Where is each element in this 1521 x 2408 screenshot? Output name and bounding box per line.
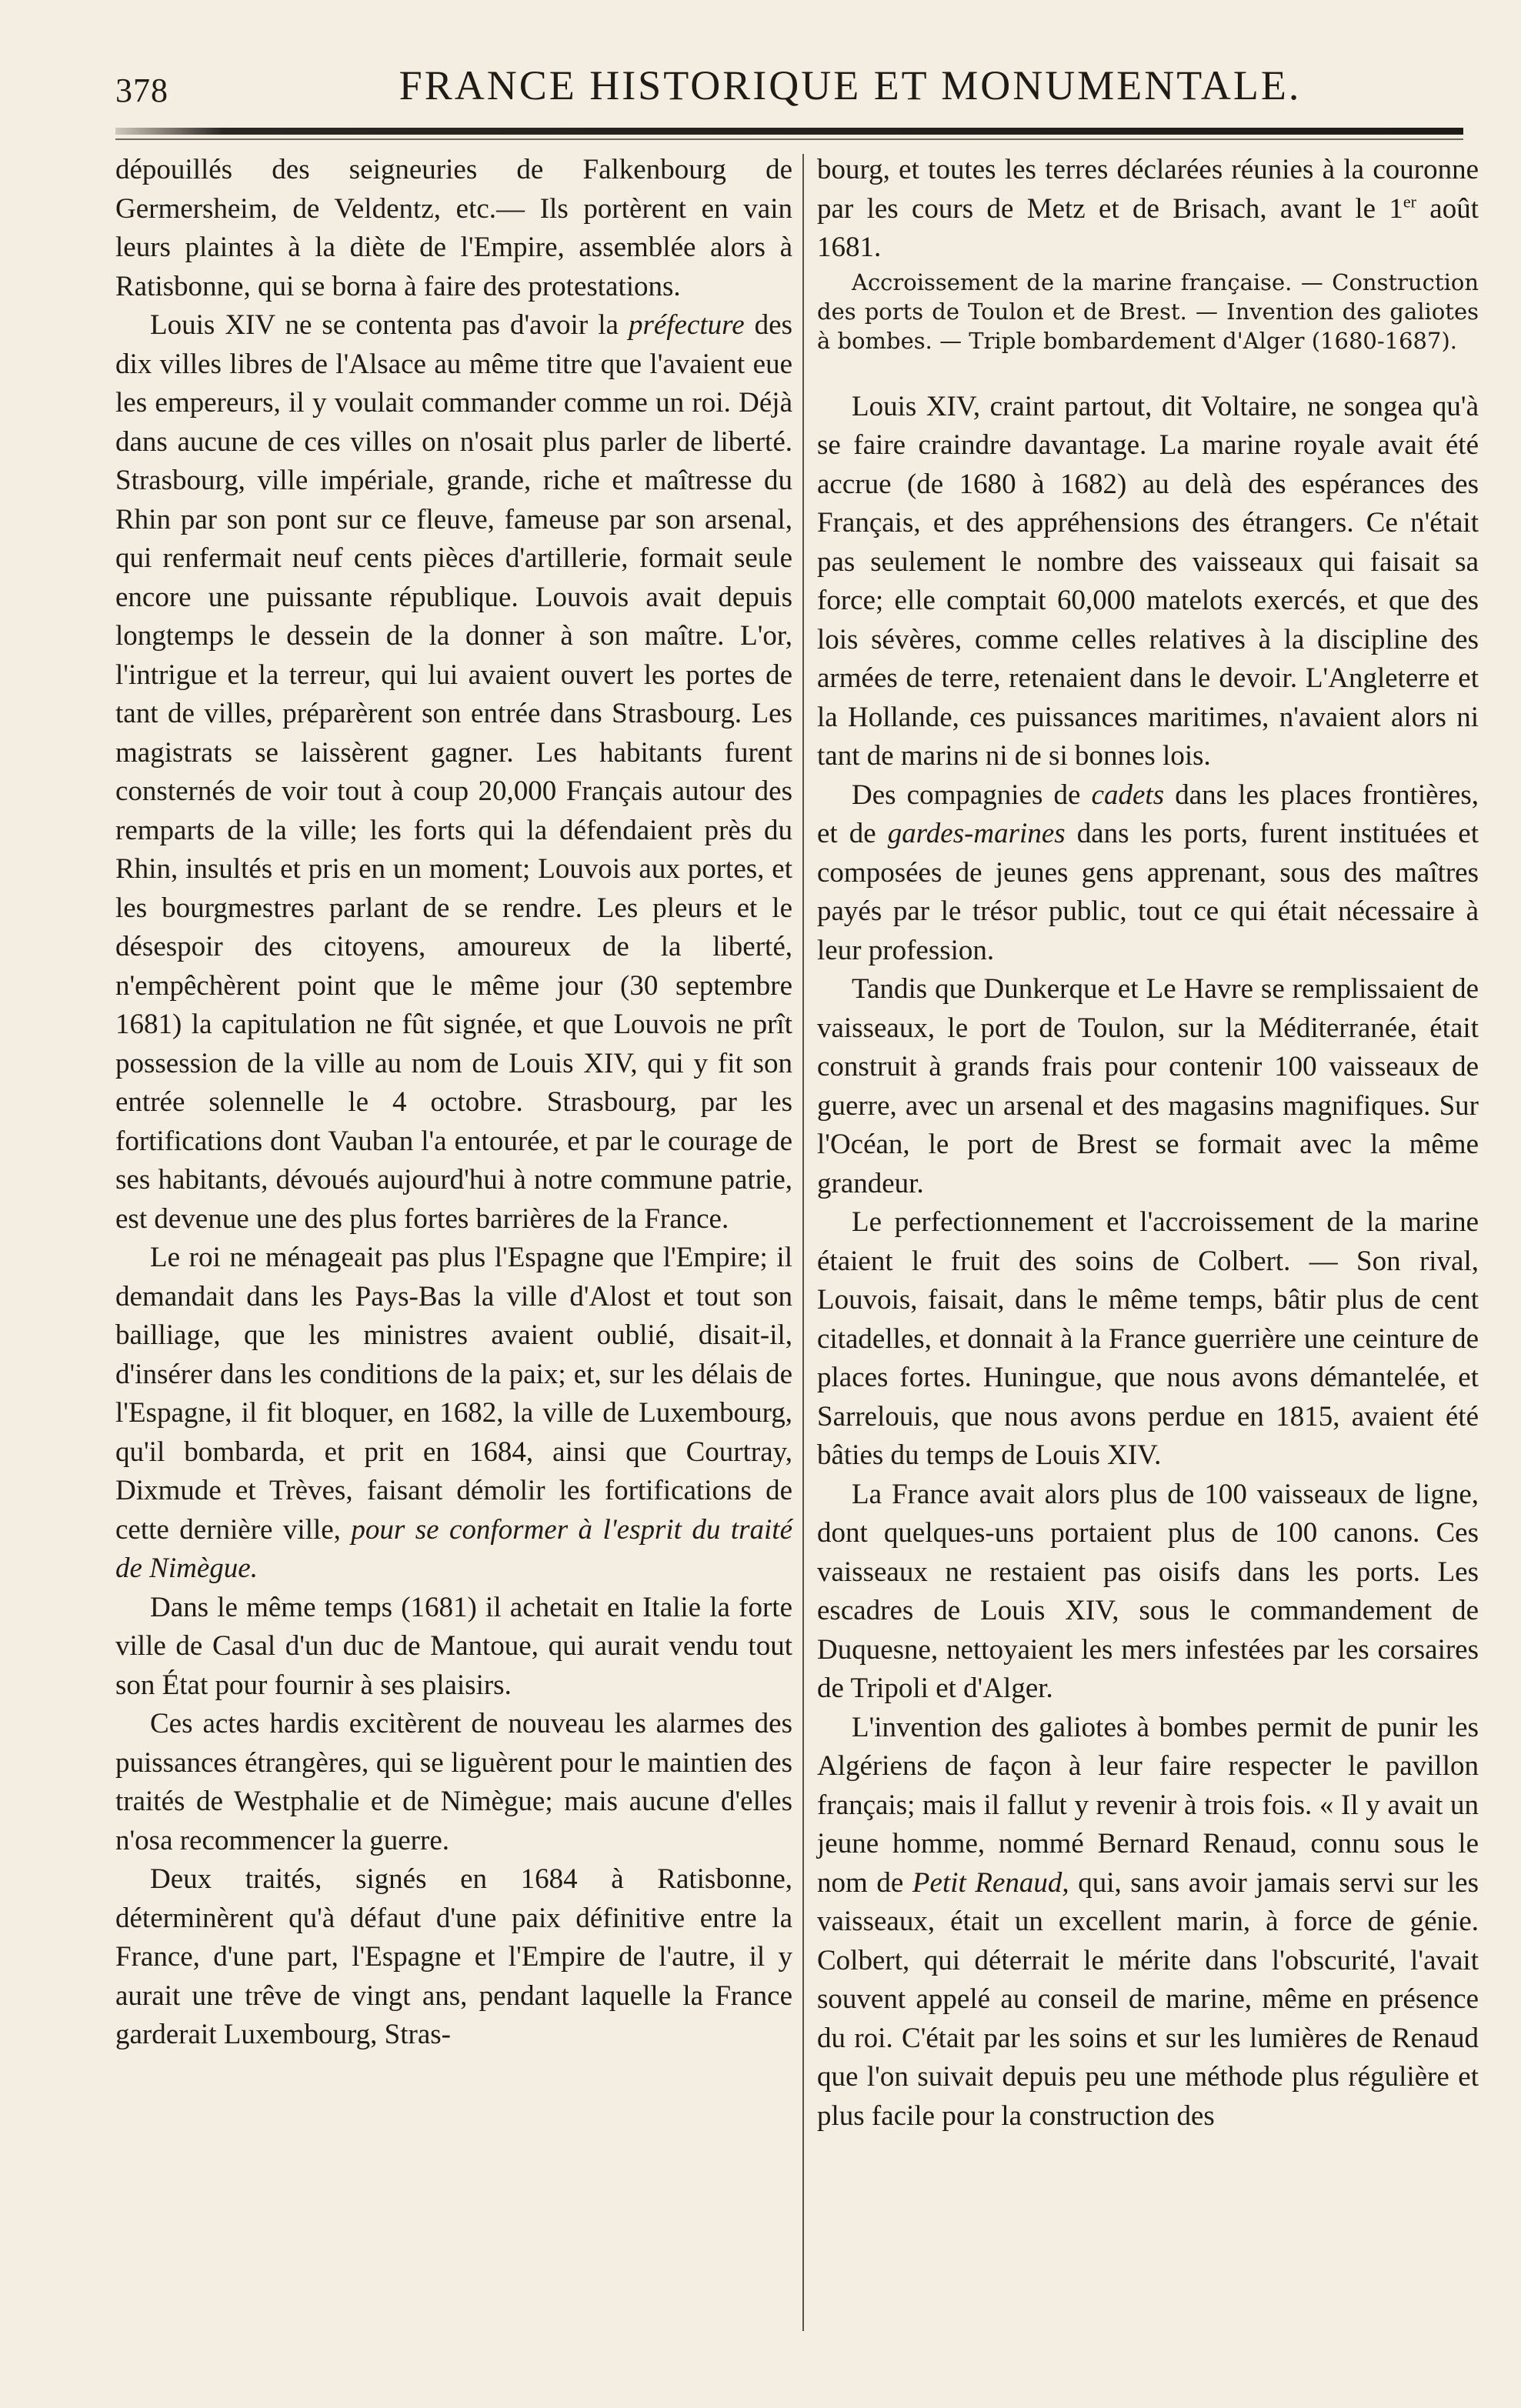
paragraph <box>817 151 1479 268</box>
text-run: Louis XIV ne se contenta pas d'avoir la <box>150 309 629 341</box>
italic-text: gardes-marines <box>887 818 1066 849</box>
text-run: Le roi ne ménageait pas plus l'Espagne que l'Empire; il demandait dans les Pays-Bas la ville d'Alost et tout son bailliage, que les ministres avaient oublié, disait-il, d'insérer dans les conditions de la paix; et, sur les délais de l'Espagne, il fit bloquer, en 1682, la ville de Luxembourg, qu'il bombarda, et prit en 1684, ainsi que Courtray, Dixmude et Trèves, faisant démolir les fortifications de cette dernière ville, <box>115 1242 792 1546</box>
paragraph <box>817 1709 1479 2136</box>
text-run: bourg, et toutes les terres déclarées réunies à la couronne par les cours de Metz et de Brisach, avant le 1 <box>817 154 1479 225</box>
right-column <box>817 151 1479 2382</box>
text-run: qui, sans avoir jamais servi sur les vaisseaux, était un excellent marin, à force de génie. Colbert, qui déterrait le mérite dans l'obscurité, l'avait souvent appelé au conseil de marine, même en présence du roi. C'était par les soins et sur les lumières de Renaud que l'on suivait depuis peu une méthode plus régulière et plus facile pour la construction des <box>817 1866 1479 2132</box>
column-divider <box>802 154 804 2331</box>
superscript: er <box>1403 192 1416 212</box>
paragraph: Deux traités, signés en 1684 à Ratisbonne, déterminèrent qu'à défaut d'une paix définitive entre la France, d'une part, l'Espagne et l'Empire de l'autre, il y aurait une trêve de vingt ans, pendant laquelle la France garderait Luxembourg, Stras- <box>115 1863 792 2050</box>
paragraph: dépouillés des seigneuries de Falkenbourg de Germersheim, de Veldentz, etc.— Ils portèrent en vain leurs plaintes à la diète de l'Empire, assemblée alors à Ratisbonne, qui se borna à faire des protestations. <box>115 154 792 302</box>
italic-text: préfecture <box>628 309 745 341</box>
left-column <box>115 151 792 2382</box>
paragraph: La France avait alors plus de 100 vaisseaux de ligne, dont quelques-uns portaient plus de 100 canons. Ces vaisseaux ne restaient pas oisifs dans les ports. Les escadres de Louis XIV, sous le commandement de Duquesne, nettoyaient les mers infestées par les corsaires de Tripoli et d'Alger. <box>817 1478 1479 1704</box>
paragraph: Dans le même temps (1681) il achetait en Italie la forte ville de Casal d'un duc de Mantoue, qui aurait vendu tout son État pour fournir à ses plaisirs. <box>115 1591 792 1701</box>
italic-text: pour se conformer à l'esprit du traité de Nimègue. <box>115 1513 793 1584</box>
paragraph: Louis XIV, craint partout, dit Voltaire, ne songea qu'à se faire craindre davantage. La marine royale avait été accrue (de 1680 à 1682) au delà des espérances des Français, et des appréhensions des étrangers. Ce n'était pas seulement le nombre des vaisseaux qui faisait sa force; elle comptait 60,000 matelots exercés, et que des lois sévères, comme celles relatives à la discipline des armées de terre, retenaient dans le devoir. L'Angleterre et la Hollande, ces puissances maritimes, n'avaient alors ni tant de marins ni de si bonnes lois. <box>817 390 1479 772</box>
running-title: FRANCE HISTORIQUE ET MONUMENTALE. <box>399 62 1302 108</box>
text-run: L'invention des galiotes à bombes permit de punir les Algériens de façon à leur faire respecter le pavillon français; mais il fallut y revenir à trois fois. « Il y avait un jeune homme, nommé Bernard Renaud, connu sous le nom de <box>817 1711 1479 1899</box>
paragraph: Ces actes hardis excitèrent de nouveau les alarmes des puissances étrangères, qui se liguèrent pour le maintien des traités de Westphalie et de Nimègue; mais aucune d'elles n'osa recommencer la guerre. <box>115 1708 792 1856</box>
page-number: 378 <box>115 72 168 109</box>
paragraph <box>115 306 792 1239</box>
paragraph <box>817 776 1479 971</box>
italic-text: Petit Renaud, <box>912 1866 1069 1899</box>
section-heading: Accroissement de la marine française. — Construction des ports de Toulon et de Brest. — Invention des galiotes à bombes. — Triple bombardement d'Alger (1680-1687). <box>817 268 1479 354</box>
text-run: des dix villes libres de l'Alsace au même titre que l'avaient eue les empereurs, il y voulait commander comme un roi. Déjà dans aucune de ces villes on n'osait plus parler de liberté. Strasbourg, ville impériale, grande, riche et maîtresse du Rhin par son pont sur ce fleuve, fameuse par son arsenal, qui renfermait neuf cents pièces d'artillerie, formait seule encore une puissante république. Louvois avait depuis longtemps le dessein de la donner à son maître. L'or, l'intrigue et la terreur, qui lui avaient ouvert les portes de tant de villes, préparèrent son entrée dans Strasbourg. Les magistrats se laissèrent gagner. Les habitants furent consternés de voir tout à coup 20,000 Français autour des remparts de la ville; les forts qui la défendaient près du Rhin, insultés et pris en un moment; Louvois aux portes, et les bourgmestres parlant de se rendre. Les pleurs et le désespoir des citoyens, amoureux de la liberté, n'empêchèrent point que le même jour (30 septembre 1681) la capitulation ne fût signée, et que Louvois ne prît possession de la ville au nom de Louis XIV, qui y fit son entrée solennelle le 4 octobre. Strasbourg, par les fortifications dont Vauban l'a entourée, et par le courage de ses habitants, dévoués aujourd'hui à notre commune patrie, est devenue une des plus fortes barrières de la France. <box>115 309 792 1235</box>
paragraph <box>115 1239 792 1589</box>
text-run: Des compagnies de <box>852 779 1092 811</box>
italic-text: cadets <box>1091 779 1165 811</box>
paragraph: Tandis que Dunkerque et Le Havre se remplissaient de vaisseaux, le port de Toulon, sur la Méditerranée, était construit à grands frais pour contenir 100 vaisseaux de guerre, avec un arsenal et des magasins magnifiques. Sur l'Océan, le port de Brest se formait avec la même grandeur. <box>817 973 1479 1199</box>
header-rule <box>115 128 1463 135</box>
text-run: dans les ports, furent instituées et composées de jeunes gens apprenant, sous des maîtres payés par le trésor public, tout ce qui était nécessaire à leur profession. <box>817 818 1479 966</box>
paragraph: Le perfectionnement et l'accroissement de la marine étaient le fruit des soins de Colbert. — Son rival, Louvois, faisait, dans le même temps, bâtir plus de cent citadelles, et donnait à la France guerrière une ceinture de places fortes. Huningue, que nous avons démantelée, et Sarrelouis, que nous avons perdue en 1815, avaient été bâties du temps de Louis XIV. <box>817 1206 1479 1471</box>
header-rule-thin <box>115 138 1463 140</box>
text-run: dans les places frontières, et de <box>817 779 1479 849</box>
text-run: août 1681. <box>817 192 1479 263</box>
